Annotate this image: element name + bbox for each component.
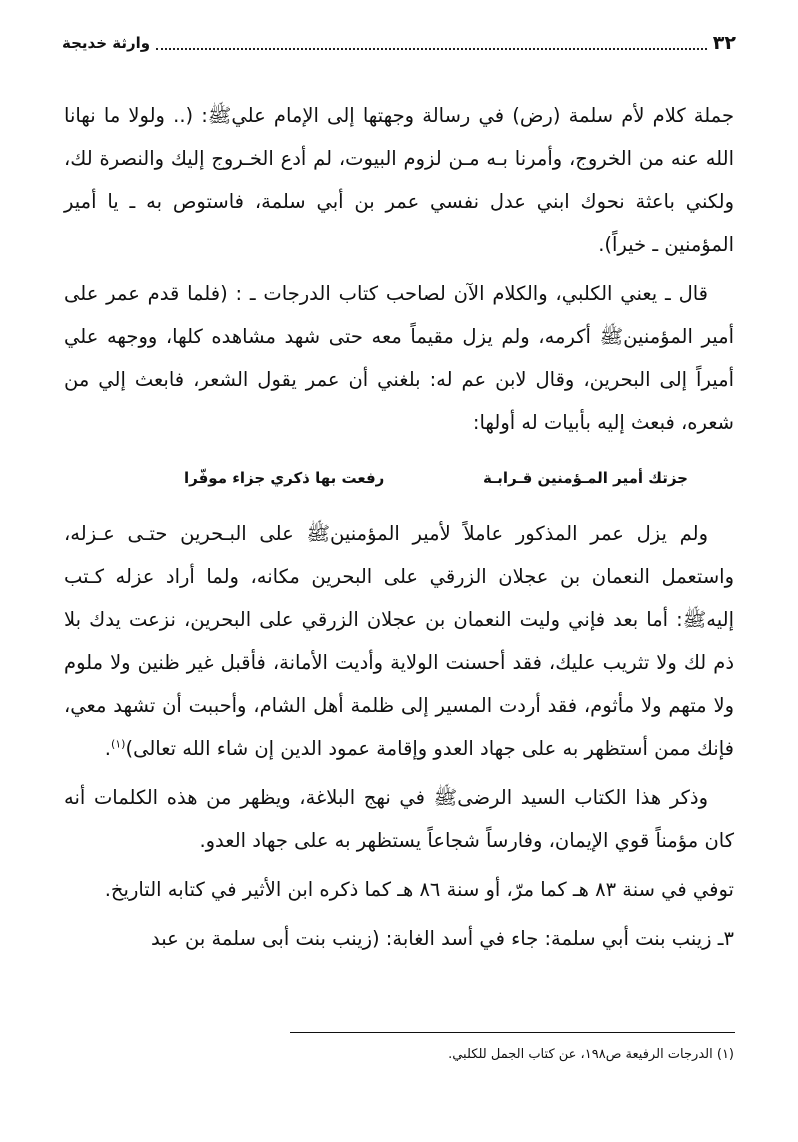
poem-verse <box>64 450 734 506</box>
page-body <box>64 94 734 966</box>
paragraph-3: ولم يزل عمر المذكور عاملاً لأمير المؤمنينﷺ على البـحرين حتـى عـزله، واستعمل النعمان بن عجلان الزرقي على البحرين مكانه، ولما أراد عزله كـتب إليهﷺ: أما بعد فإني وليت النعمان بن عجلان الزرقي على البحرين، نزعت يدك بلا ذم لك ولا تثريب عليك، فقد أحسنت الولاية وأديت الأمانة، فأقبل غير ظنين ولا ملوم ولا متهم ولا مأثوم، فقد أردت المسير إلى ظلمة أهل الشام، وأحببت أن تشهد معي، فإنك ممن أستظهر به على جهاد العدو وإقامة عمود الدين إن شاء الله تعالى)$^{(١)}$. <box>64 522 734 760</box>
paragraph-3-text: ولم يزل عمر المذكور عاملاً لأمير المؤمنينﷺ على البـحرين حتـى عـزله، واستعمل النعمان بن عجلان الزرقي على البحرين مكانه، ولما أراد عزله كـتب إليهﷺ: أما بعد فإني وليت النعمان بن عجلان الزرقي على البحرين، نزعت يدك بلا ذم لك ولا تثريب عليك، فقد أحسنت الولاية وأديت الأمانة، فأقبل غير ظنين ولا ملوم ولا متهم ولا مأثوم، فقد أردت المسير إلى ظلمة أهل الشام، وأحببت أن تشهد معي، فإنك ممن أستظهر به على جهاد العدو وإقامة عمود الدين إن شاء الله تعالى) <box>64 522 734 760</box>
header-dot-leader <box>156 36 707 50</box>
paragraph-5: توفي في سنة ٨٣ هـ كما مرّ، أو سنة ٨٦ هـ كما ذكره ابن الأثير في كتابه التاريخ. <box>104 878 734 901</box>
paragraph-4: وذكر هذا الكتاب السيد الرضىﷺ في نهج البلاغة، ويظهر من هذه الكلمات أنه كان مؤمناً قوي الإيمان، وفارساً شجاعاً يستظهر به على جهاد العدو. <box>64 786 734 852</box>
page-header <box>62 28 736 58</box>
verse-first-hemistich: جزتك أمير المـؤمنين قـرابـة <box>483 469 688 487</box>
paragraph-2: قال ـ يعني الكلبي، والكلام الآن لصاحب كتاب الدرجات ـ : (فلما قدم عمر على أمير المؤمنينﷺ أكرمه، ولم يزل مقيماً معه حتى شهد مشاهده كلها، ووجهه علي أميراً إلى البحرين، وقال لابن عم له: بلغني أن عمر يقول الشعر، فابعث إلي من شعره، فبعث إليه بأبيات له أولها: <box>64 282 734 434</box>
footnote-reference[interactable]: (١) <box>110 737 126 751</box>
footnote-separator <box>290 1032 735 1033</box>
footnote: (١) الدرجات الرفيعة ص١٩٨، عن كتاب الجمل للكلبي. <box>448 1047 734 1062</box>
paragraph-6: ٣ـ زينب بنت أبي سلمة: جاء في أسد الغابة: (زينب بنت أبى سلمة بن عبد <box>151 927 734 950</box>
verse-second-hemistich: رفعت بها ذكري جزاء موفّرا <box>184 469 385 487</box>
running-title: وارثة خديجة <box>62 34 151 52</box>
paragraph-1: جملة كلام لأم سلمة (رض) في رسالة وجهتها إلى الإمام عليﷺ: (.. ولولا ما نهانا الله عنه من الخروج، وأمرنا بـه مـن لزوم البيوت، لم أدع الخـروج إليك والنصرة لك، ولكني باعثة نحوك ابني عدل نفسي عمر بن أبي سلمة، فاستوص به ـ يا أمير المؤمنين ـ خيراً). <box>64 104 734 256</box>
page-number: ٣٢ <box>712 32 736 54</box>
